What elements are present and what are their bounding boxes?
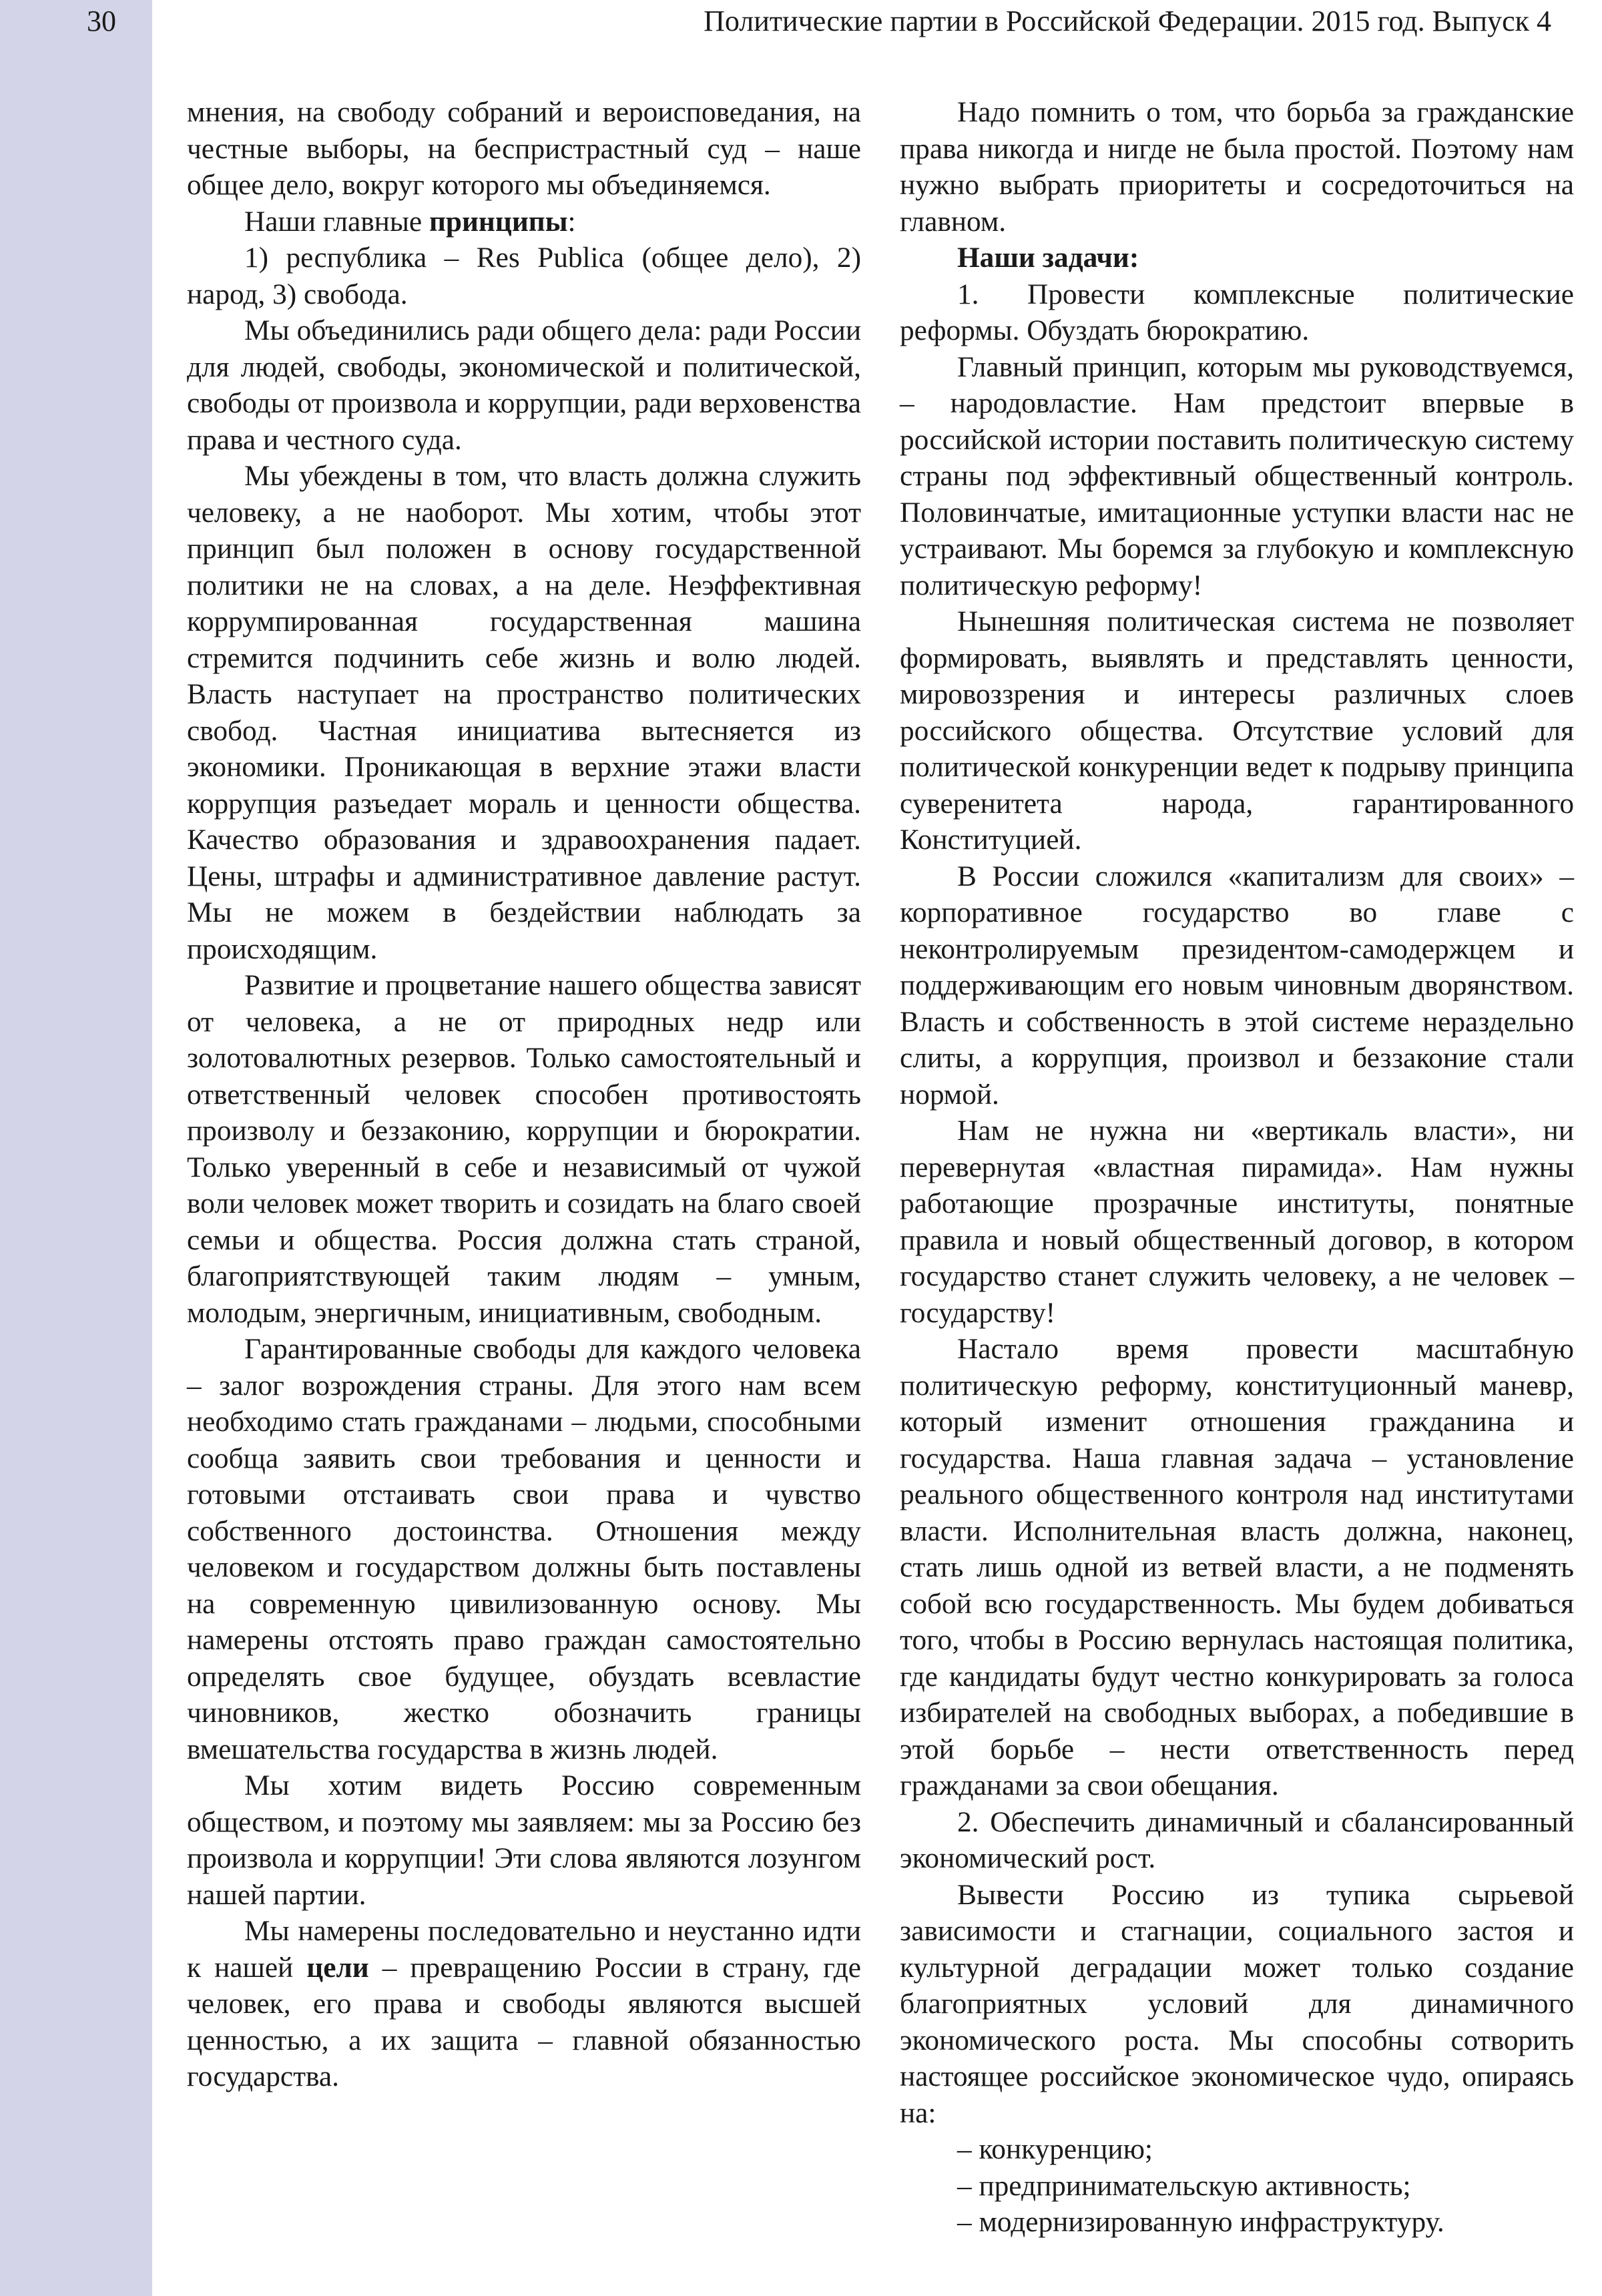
paragraph: Нынешняя политическая система не позволяет формировать, выявлять и представлять ценности, мировоззрения и интересы различных слоев российского общества. Отсутствие условий для политической конкуренции ведет к подрыву принципа суверенитета народа, гарантированного Конституцией. [900,605,1574,856]
task-item: 2. Обеспечить динамичный и сбалансированный экономический рост. [900,1805,1574,1874]
goal-paragraph: Мы намерены последовательно и неустанно идти к нашей цели – превращению России в страну, где человек, его права и свободы являются высшей ценностью, а их защита – главной обязанностью государства. [187,1915,861,2092]
paragraph: Главный принцип, которым мы руководствуемся, – народовластие. Нам предстоит впервые в российской истории поставить политическую систему страны под эффективный общественный контроль. Половинчатые, имитационные уступки власти нас не устраивают. Мы боремся за глубокую и комплексную политическую реформу! [900,350,1574,601]
principles-intro: Наши главные принципы: [244,205,576,238]
paragraph: Вывести Россию из тупика сырьевой зависимости и стагнации, социального застоя и культурной деградации может только создание благоприятных условий для динамичного экономического роста. Мы способны сотворить настоящее российское экономическое чудо, опираясь на: [900,1878,1574,2129]
principles-keyword: принципы [429,205,568,238]
tasks-heading: Наши задачи: [957,242,1139,274]
paragraph: мнения, на свободу собраний и вероисповедания, на честные выборы, на беспристрастный суд – наше общее дело, вокруг которого мы объединяемся. [187,96,861,201]
paragraph: Гарантированные свободы для каждого человека – залог возрождения страны. Для этого нам всем необходимо стать гражданами – людьми, способными сообща заявить свои требования и ценности и готовыми отстаивать свои права и чувство собственного достоинства. Отношения между человеком и государством должны быть поставлены на современную цивилизованную основу. Мы намерены отстоять право граждан самостоятельно определять свое будущее, обуздать всевластие чиновников, жестко обозначить границы вмешательства государства в жизнь людей. [187,1333,861,1765]
paragraph: Надо помнить о том, что борьба за гражданские права никогда и нигде не была простой. Поэтому нам нужно выбрать приоритеты и сосредоточиться на главном. [900,96,1574,238]
left-column [187,94,861,2095]
paragraph: 1) республика – Res Publica (общее дело), 2) народ, 3) свобода. [187,242,861,310]
paragraph: Настало время провести масштабную политическую реформу, конституционный маневр, который изменит отношения гражданина и государства. Наша главная задача – установление реального общественного контроля над институтами власти. Исполнительная власть должна, наконец, стать лишь одной из ветвей власти, а не подменять собой всю государственность. Мы будем добиваться того, чтобы в Россию вернулась настоящая политика, где кандидаты будут честно конкурировать за голоса избирателей на свободных выборах, а победившие в этой борьбе – нести ответственность перед гражданами за свои обещания. [900,1333,1574,1801]
paragraph: Мы хотим видеть Россию современным обществом, и поэтому мы заявляем: мы за Россию без произвола и коррупции! Эти слова являются лозунгом нашей партии. [187,1769,861,1911]
list-item: – предпринимательскую активность; [957,2169,1411,2202]
page-number: 30 [87,5,116,37]
goal-keyword: цели [306,1951,369,1984]
side-band [0,0,152,2296]
task-item: 1. Провести комплексные политические реформы. Обуздать бюрократию. [900,278,1574,346]
paragraph: В России сложился «капитализм для своих» – корпоративное государство во главе с неконтролируемым президентом-самодержцем и поддерживающим его новым чиновным дворянством. Власть и собственность в этой системе нераздельно слиты, а коррупция, произвол и беззаконие стали нормой. [900,860,1574,1111]
paragraph: Развитие и процветание нашего общества зависят от человека, а не от природных недр или золотовалютных резервов. Только самостоятельный и ответственный человек способен противостоять произволу и беззаконию, коррупции и бюрократии. Только уверенный в себе и независимый от чужой воли человек может творить и созидать на благо своей семьи и общества. Россия должна стать страной, благоприятствующей таким людям – умным, молодым, энергичным, инициативным, свободным. [187,969,861,1329]
paragraph: Нам не нужна ни «вертикаль власти», ни перевернутая «властная пирамида». Нам нужны работающие прозрачные институты, понятные правила и новый общественный договор, в котором государство станет служить человеку, а не человек – государству! [900,1115,1574,1329]
list-item: – модернизированную инфраструктуру. [957,2206,1444,2238]
list-item: – конкуренцию; [957,2133,1153,2165]
running-title: Политические партии в Российской Федерации. 2015 год. Выпуск 4 [704,5,1551,37]
paragraph: Мы убеждены в том, что власть должна служить человеку, а не наоборот. Мы хотим, чтобы этот принцип был положен в основу государственной политики не на словах, а на деле. Неэффективная коррумпированная государственная машина стремится подчинить себе жизнь и волю людей. Власть наступает на пространство политических свобод. Частная инициатива вытесняется из экономики. Проникающая в верхние этажи власти коррупция разъедает мораль и ценности общества. Качество образования и здравоохранения падает. Цены, штрафы и административное давление растут. Мы не можем в бездействии наблюдать за происходящим. [187,460,861,965]
right-column [900,94,1574,2241]
paragraph: Мы объединились ради общего дела: ради России для людей, свободы, экономической и политической, свободы от произвола и коррупции, ради верховенства права и честного суда. [187,314,861,456]
